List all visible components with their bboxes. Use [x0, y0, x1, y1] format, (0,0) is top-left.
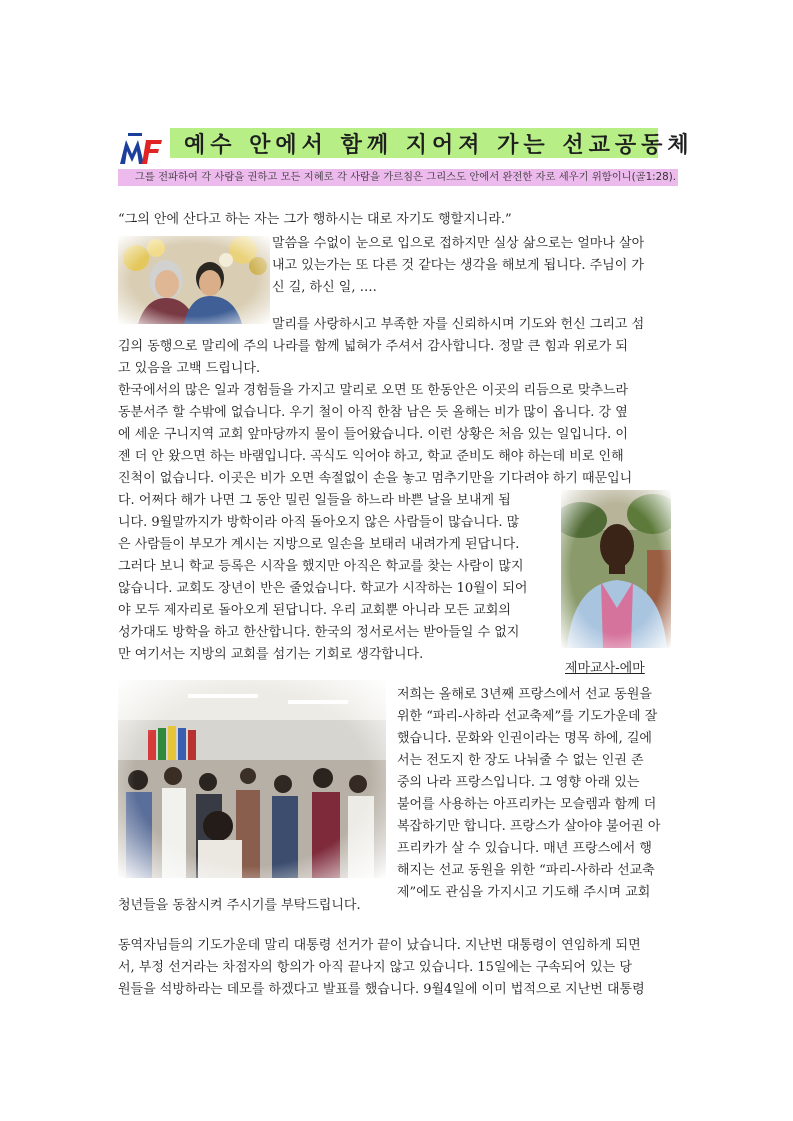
text-line: 프리카가 살 수 있습니다. 매년 프랑스에서 행: [397, 841, 652, 856]
text-line: 했습니다. 문화와 인권이라는 명목 하에, 길에: [397, 731, 652, 746]
text-line: “그의 안에 산다고 하는 자는 그가 행하시는 대로 자기도 행할지니라.”: [118, 212, 512, 227]
couple-photo: [118, 236, 270, 324]
text-line: 동역자님들의 기도가운데 말리 대통령 선거가 끝이 났습니다. 지난번 대통령이 연임하게 되면: [118, 938, 641, 953]
page-title: 예수 안에서 함께 지어져 가는 선교공동체: [184, 132, 694, 158]
text-line: 해지는 선교 동원을 위한 “파리-사하라 선교축: [397, 863, 655, 878]
text-line: 동분서주 할 수밖에 없습니다. 우기 철이 아직 한참 남은 듯 올해는 비가 많이 옵니다. 강 옆: [118, 405, 628, 420]
title-banner: [170, 128, 694, 158]
text-line: 않습니다. 교회도 장년이 반은 줄었습니다. 학교가 시작하는 10월이 되어: [118, 581, 528, 596]
text-line: 복잡하기만 합니다. 프랑스가 살아야 불어권 아: [397, 819, 661, 834]
text-line: 서, 부정 선거라는 차점자의 항의가 아직 끝나지 않고 있습니다. 15일에는 구속되어 있는 당: [118, 960, 632, 975]
conference-photo: [118, 680, 386, 878]
text-line: 신 길, 하신 일, ….: [272, 280, 377, 295]
bible-verse: 그를 전파하여 각 사람을 권하고 모든 지혜로 각 사람을 가르침은 그리스도 안에서 완전한 자로 세우기 위함이니(골1:28).: [118, 169, 678, 186]
text-line: 서는 전도지 한 장도 나눠줄 수 없는 인권 존: [397, 753, 644, 768]
text-line: 제”에도 관심을 가지시고 기도해 주시며 교회: [397, 885, 651, 900]
text-line: 저희는 올해로 3년째 프랑스에서 선교 동원을: [397, 687, 652, 702]
text-line: 내고 있는가는 또 다른 것 같다는 생각을 해보게 됩니다. 주님이 가: [272, 258, 644, 273]
photo-caption: 제마교사-에마: [565, 661, 645, 676]
text-line: 그러다 보니 학교 등록은 시작을 했지만 아직은 학교를 찾는 사람이 많지: [118, 559, 524, 574]
text-line: 청년들을 동참시켜 주시기를 부탁드립니다.: [118, 898, 361, 913]
mf-logo: [118, 132, 166, 166]
text-line: 한국에서의 많은 일과 경험들을 가지고 말리로 오면 또 한동안은 이곳의 리듬으로 맞추느라: [118, 383, 629, 398]
text-line: 만 여기서는 지방의 교회를 섬기는 기회로 생각합니다.: [118, 647, 424, 662]
text-line: 말씀을 수없이 눈으로 입으로 접하지만 실상 삶으로는 얼마나 살아: [272, 236, 645, 251]
text-line: 위한 “파리-사하라 선교축제”를 기도가운데 잘: [397, 709, 658, 724]
text-line: 성가대도 방학을 하고 한산합니다. 한국의 정서로서는 받아들일 수 없지: [118, 625, 520, 640]
text-line: 에 세운 구니지역 교회 앞마당까지 물이 들어왔습니다. 이런 상황은 처음 있는 일입니다. 이: [118, 427, 628, 442]
text-line: 불어를 사용하는 아프리카는 모슬렘과 함께 더: [397, 797, 657, 812]
portrait-photo: [561, 490, 671, 648]
text-line: 중의 나라 프랑스입니다. 그 영향 아래 있는: [397, 775, 640, 790]
text-line: 젠 더 안 왔으면 하는 바램입니다. 곡식도 익어야 하고, 학교 준비도 해야 하는데 비로 인해: [118, 449, 624, 464]
text-line: 다. 어쩌다 해가 나면 그 동안 밀린 일들을 하느라 바쁜 날을 보내게 됩: [118, 493, 511, 508]
text-line: 진척이 없습니다. 이곳은 비가 오면 속절없이 손을 놓고 멈추기만을 기다려야 하기 때문입니: [118, 471, 633, 486]
text-line: 고 있음을 고백 드립니다.: [118, 361, 261, 376]
text-line: 은 사람들이 부모가 계시는 지방으로 일손을 보태러 내려가게 된답니다.: [118, 537, 520, 552]
text-line: 말리를 사랑하시고 부족한 자를 신뢰하시며 기도와 헌신 그리고 섬: [272, 317, 645, 332]
text-line: 야 모두 제자리로 돌아오게 된답니다. 우리 교회뿐 아니라 모든 교회의: [118, 603, 511, 618]
text-line: 김의 동행으로 말리에 주의 나라를 함께 넓혀가 주셔서 감사합니다. 정말 큰 힘과 위로가 되: [118, 339, 628, 354]
text-line: 니다. 9월말까지가 방학이라 아직 돌아오지 않은 사람들이 많습니다. 많: [118, 515, 520, 530]
text-line: 원들을 석방하라는 데모를 하겠다고 발표를 했습니다. 9월4일에 이미 법적으로 지난번 대통령: [118, 982, 645, 997]
